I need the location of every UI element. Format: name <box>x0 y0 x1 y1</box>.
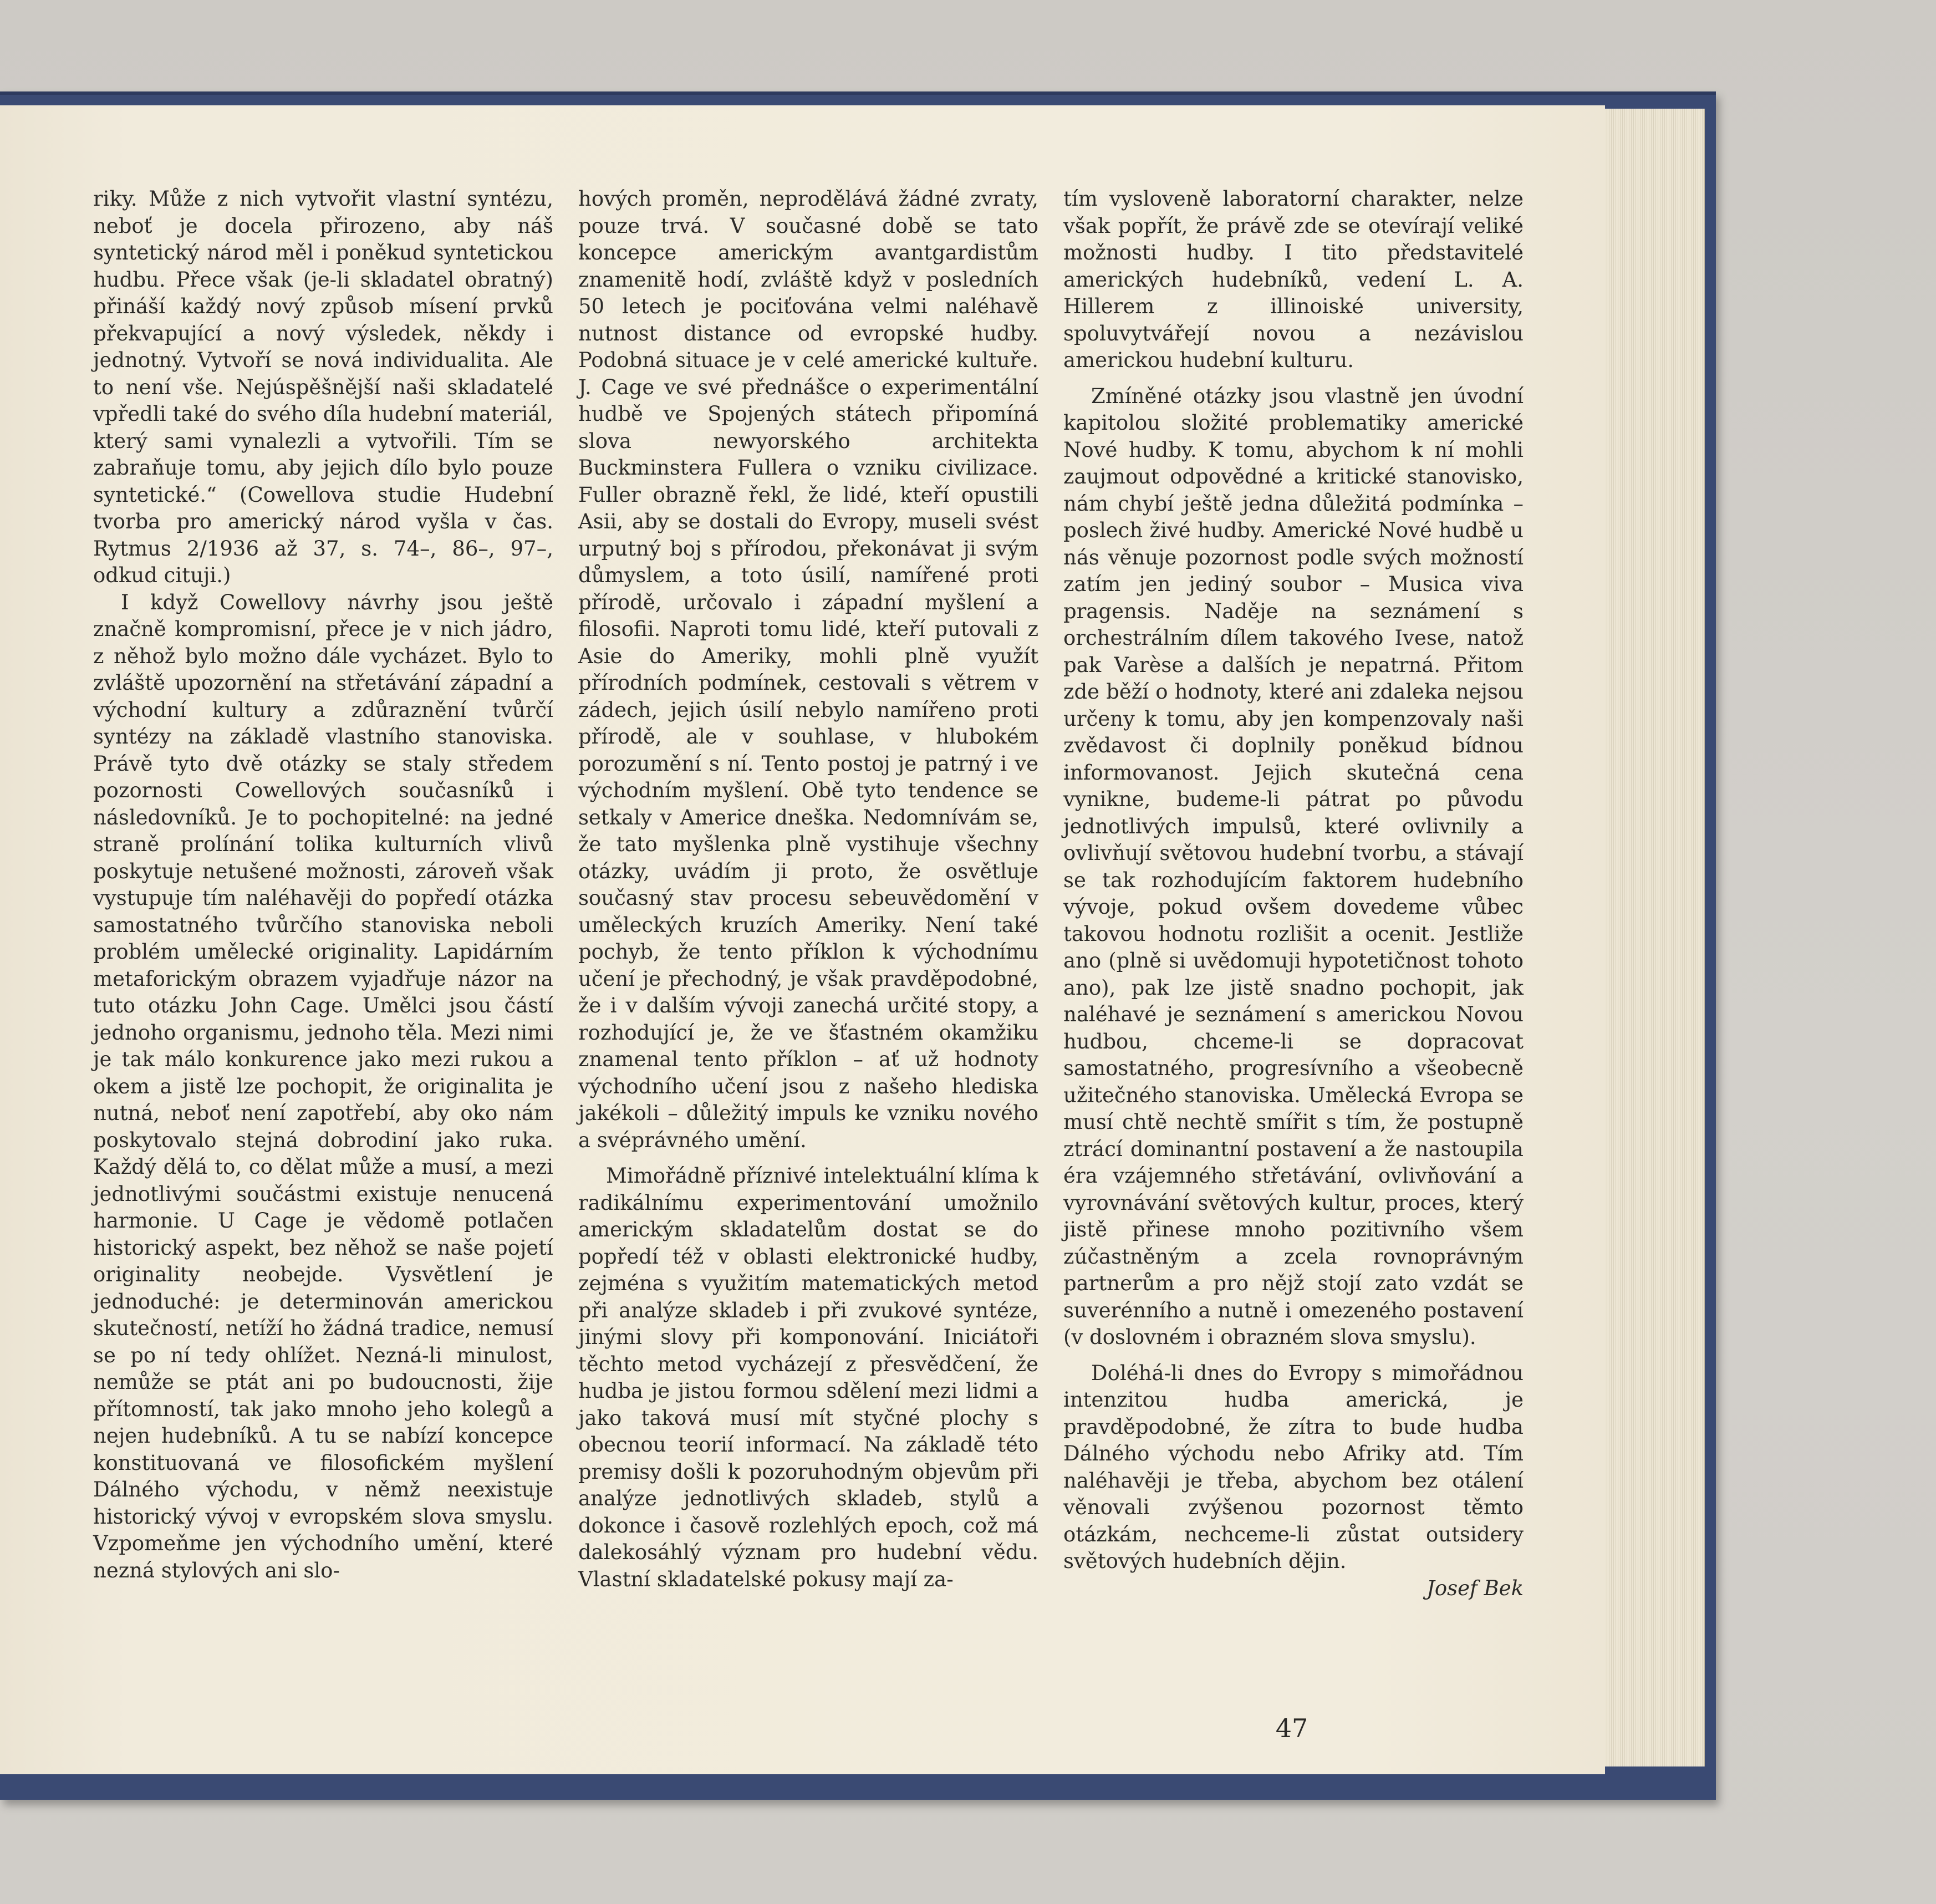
text-column-2 <box>578 186 1038 1627</box>
paragraph: Mimořádně příznivé intelektuální klíma k radikálnímu experimentování umožnilo americkým skladatelům dostat se do popředí též v oblasti elektronické hudby, zejména s využitím matematických metod při analýze skladeb i při zvukové syntéze, jinými slovy při komponování. Iniciátoři těchto metod vycházejí z přesvědčení, že hudba je jistou formou sdělení mezi lidmi a jako taková musí mít styčné plochy s obecnou teorií informací. Na základě této premisy došli k pozoruhodným objevům při analýze jednotlivých skladeb, stylů a dokonce i časově rozlehlých epoch, což má dalekosáhlý význam pro hudební vědu. Vlastní skladatelské pokusy mají za- <box>578 1164 1038 1591</box>
text-column-1 <box>93 186 553 1627</box>
text-column-3 <box>1063 186 1524 1627</box>
text-columns <box>93 186 1524 1655</box>
paragraph: hových proměn, neprodělává žádné zvraty, pouze trvá. V současné době se tato koncepce americkým avantgardistům znamenitě hodí, zvláště když v posledních 50 letech je pociťována velmi naléhavě nutnost distance od evropské hudby. Podobná situace je v celé americké kultuře. J. Cage ve své přednášce o experimentální hudbě ve Spojených státech připomíná slova newyorského architekta Buckminstera Fullera o vzniku civilizace. Fuller obrazně řekl, že lidé, kteří opustili Asii, aby se dostali do Evropy, museli svést urputný boj s přírodou, překonávat ji svým důmyslem, a toto úsilí, namířené proti přírodě, určovalo i západní myšlení a filosofii. Naproti tomu lidé, kteří putovali z Asie do Ameriky, mohli plně využít přírodních podmínek, cestovali s větrem v zádech, jejich úsilí nebylo namířeno proti přírodě, ale v souhlase, v hlubokém porozumění s ní. Tento postoj je patrný i ve východním myšlení. Obě tyto tendence se setkaly v Americe dneška. Nedomnívám se, že tato myšlenka plně vystihuje všechny otázky, uvádím ji proto, že osvětluje současný stav procesu sebeuvědomění v uměleckých kruzích Ameriky. Není také pochyb, že tento příklon k východnímu učení je přechodný, je však pravděpodobné, že i v dalším vývoji zanechá určité stopy, a rozhodující je, že ve šťastném okamžiku znamenal tento příklon – ať už hodnoty východního učení jsou z našeho hlediska jakékoli – důležitý impuls ke vzniku nového a svéprávného umění. <box>578 187 1038 1152</box>
paragraph: riky. Může z nich vytvořit vlastní syntézu, neboť je docela přirozeno, aby náš syntetický národ měl i poněkud syntetickou hudbu. Přece však (je-li skladatel obratný) přináší každý nový způsob mísení prvků překvapující a nový výsledek, někdy i jednotný. Vytvoří se nová individualita. Ale to není vše. Nejúspěšnější naši skladatelé vpředli také do svého díla hudební materiál, který sami vynalezli a vytvořili. Tím se zabraňuje tomu, aby jejich dílo bylo pouze syntetické.“ (Cowellova studie Hudební tvorba pro americký národ vyšla v čas. Rytmus 2/1936 až 37, s. 74–, 86–, 97–, odkud cituji.) <box>93 187 553 587</box>
paragraph: Zmíněné otázky jsou vlastně jen úvodní kapitolou složité problematiky americké Nové hudby. K tomu, abychom k ní mohli zaujmout odpovědné a kritické stanovisko, nám chybí ještě jedna důležitá podmínka – poslech živé hudby. Americké Nové hudbě u nás věnuje pozornost podle svých možností zatím jen jediný soubor – Musica viva pragensis. Naděje na seznámení s orchestrálním dílem takového Ivese, natož pak Varèse a dalších je nepatrná. Přitom zde běží o hodnoty, které ani zdaleka nejsou určeny k tomu, aby jen kompenzovaly naši zvědavost či doplnily poněkud bídnou informovanost. Jejich skutečná cena vynikne, budeme-li pátrat po původu jednotlivých impulsů, které ovlivnily a ovlivňují světovou hudební tvorbu, a stávají se tak rozhodujícím faktorem hudebního vývoje, pokud ovšem dovedeme vůbec takovou hodnotu rozlišit a ocenit. Jestliže ano (plně si uvědomuji hypotetičnost tohoto ano), pak lze jistě snadno pochopit, jak naléhavé je seznámení s americkou Novou hudbou, chceme-li se dopracovat samostatného, progresívního a všeobecně užitečného stanoviska. Umělecká Evropa se musí chtě nechtě smířit s tím, že postupně ztrácí dominantní postavení a že nastoupila éra vzájemného střetávání, ovlivňování a vyrovnávání světových kultur, proces, který jistě přinese mnoho pozitivního všem zúčastněným a zcela rovnoprávným partnerům a pro nějž stojí zato vzdát se suverénního a nutně i omezeného postavení (v doslovném i obrazném slova smyslu). <box>1063 384 1524 1349</box>
paragraph: I když Cowellovy návrhy jsou ještě značně kompromisní, přece je v nich jádro, z něhož bylo možno dále vycházet. Bylo to zvláště upozornění na střetávání západní a východní kultury a zdůraznění tvůrčí syntézy na základě vlastního stanoviska. Právě tyto dvě otázky se staly středem pozornosti Cowellových současníků i následovníků. Je to pochopitelné: na jedné straně prolínání tolika kulturních vlivů poskytuje netušené možnosti, zároveň však vystupuje tím naléhavěji do popředí otázka samostatného tvůrčího stanoviska neboli problém umělecké originality. Lapidárním metaforickým obrazem vyjadřuje názor na tuto otázku John Cage. Umělci jsou částí jednoho organismu, jednoho těla. Mezi nimi je tak málo konkurence jako mezi rukou a okem a jistě lze pochopit, že originalita je nutná, neboť není zapotřebí, aby oko nám poskytovalo stejná dobrodiní jako ruka. Každý dělá to, co dělat může a musí, a mezi jednotlivými součástmi existuje nenucená harmonie. U Cage je vědomě potlačen historický aspekt, bez něhož se naše pojetí originality neobejde. Vysvětlení je jednoduché: je determinován americkou skutečností, netíží ho žádná tradice, nemusí se po ní tedy ohlížet. Nezná-li minulost, nemůže se ptát ani po budoucnosti, žije přítomností, tak jako mnoho jeho kolegů a nejen hudebníků. A tu se nabízí koncepce konstituovaná ve filosofickém myšlení Dálného východu, v němž neexistuje historický vývoj v evropském slova smyslu. Vzpomeňme jen východního umění, které nezná stylových ani slo- <box>93 590 553 1582</box>
author-signature: Josef Bek <box>1426 1576 1524 1600</box>
signature-line <box>1063 1575 1524 1602</box>
page-number: 47 <box>1275 1713 1308 1743</box>
paragraph: tím vysloveně laboratorní charakter, nelze však popřít, že právě zde se otevírají veliké možnosti hudby. I tito představitelé amerických hudebníků, vedení L. A. Hillerem z illinoiské university, spoluvytvářejí novou a nezávislou americkou hudební kulturu. <box>1063 187 1524 372</box>
page-edges <box>1605 109 1705 1766</box>
paragraph: Doléhá-li dnes do Evropy s mimořádnou intenzitou hudba americká, je pravděpodobné, že zítra to bude hudba Dálného východu nebo Afriky atd. Tím naléhavěji je třeba, abychom bez otálení věnovali zvýšenou pozornost těmto otázkám, nechceme-li zůstat outsidery světových hudebních dějin. <box>1063 1361 1524 1573</box>
